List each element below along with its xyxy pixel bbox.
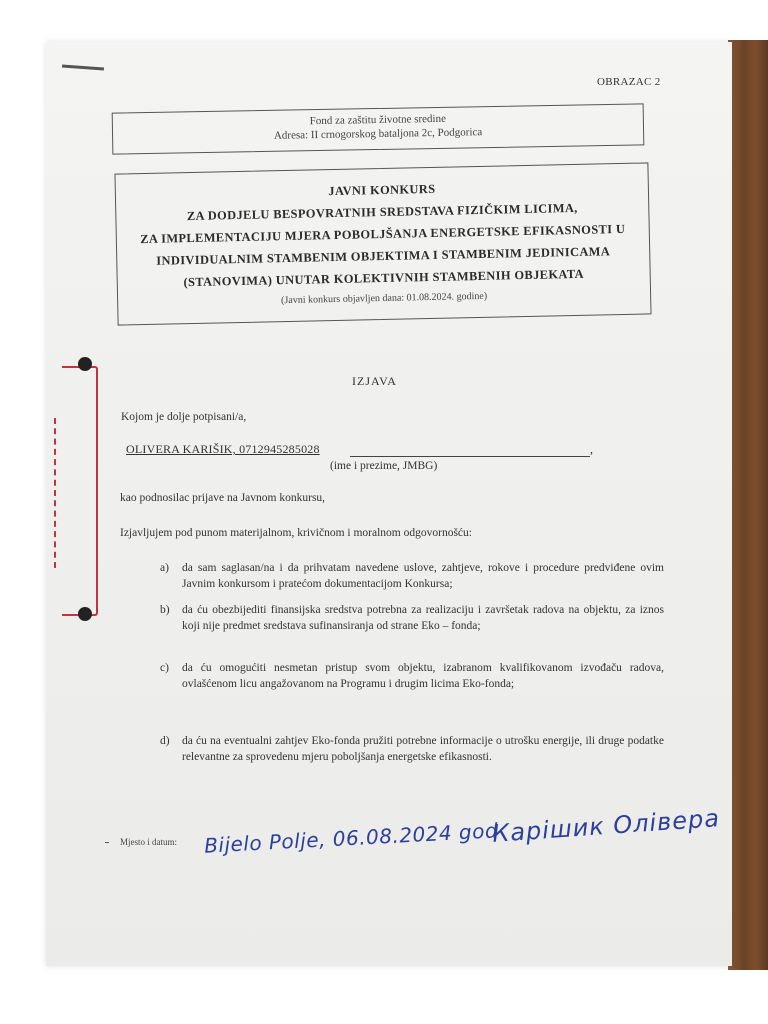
statement-title: IZJAVA <box>352 374 397 388</box>
wooden-surface <box>728 40 768 970</box>
name-hint: (ime i prezime, JMBG) <box>330 460 438 472</box>
applicant-line: kao podnosilac prijave na Javnom konkursu, <box>120 492 326 504</box>
margin-mark <box>105 842 109 843</box>
item-text: da ću omogućiti nesmetan pristup svom objektu, izabranom kvalifikovanom izvođaču radova, ovlašćenom licu angažovanom na Programu i drugim licima Eko-fonda; <box>182 662 664 690</box>
item-text: da ću obezbijediti finansijska sredstva potrebna za realizaciju i završetak radova na objektu, za iznos koji nije predmet sredstava sufinansiranja od strane Eko – fonda; <box>182 604 664 632</box>
item-text: da sam saglasan/na i da prihvatam navedene uslove, zahtjeve, rokove i procedure predviđene ovim Javnim konkursom i pratećom dokumentacijom Konkursa; <box>182 562 664 590</box>
contest-line-1: JAVNI KONKURS <box>328 181 436 199</box>
declaration-intro: Izjavljujem pod punom materijalnom, krivičnom i moralnom odgovornošću: <box>120 527 472 539</box>
fund-name: Fond za zaštitu životne sredine <box>309 112 447 128</box>
statement-intro: Kojom je dolje potpisani/a, <box>121 411 247 423</box>
contest-line-2: ZA DODJELU BESPOVRATNIH SREDSTAVA FIZIČKIM LICIMA, <box>186 200 578 224</box>
contest-title-box <box>114 162 651 325</box>
binding-string <box>62 366 98 616</box>
form-code: OBRAZAC 2 <box>597 76 661 88</box>
contest-line-5: (STANOVIMA) UNUTAR KOLEKTIVNIH STAMBENIH OBJEKATA <box>183 266 585 290</box>
punch-hole-top <box>78 357 92 371</box>
handwritten-signature: Карішик Олівера <box>491 804 721 848</box>
contest-published-date: (Javni konkurs objavljen dana: 01.08.2024. godine) <box>281 290 488 307</box>
name-underline <box>350 456 590 457</box>
name-and-jmbg: OLIVERA KARIŠIK, 0712945285028 <box>126 442 320 456</box>
item-marker: b) <box>160 604 170 616</box>
punch-hole-bottom <box>78 607 92 621</box>
handwritten-place-date: Bijelo Polje, 06.08.2024 god <box>203 818 499 858</box>
contest-line-3: ZA IMPLEMENTACIJU MJERA POBOLJŠANJA ENERGETSKE EFIKASNOSTI U <box>140 221 626 247</box>
contest-line-4: INDIVIDUALNIM STAMBENIM OBJEKTIMA I STAMBENIM JEDINICAMA <box>156 244 611 268</box>
item-marker: d) <box>160 735 170 747</box>
item-marker: a) <box>160 562 169 574</box>
fund-address: Adresa: II crnogorskog bataljona 2c, Podgorica <box>273 126 483 142</box>
item-text: da ću na eventualni zahtjev Eko-fonda pružiti potrebne informacije o utrošku energije, ili druge podatke relevantne za sprovedenu mjeru poboljšanja energetske efikasnosti. <box>182 735 664 763</box>
place-date-label: Mjesto i datum: <box>120 837 177 847</box>
name-comma: , <box>590 442 593 456</box>
item-marker: c) <box>160 662 169 674</box>
